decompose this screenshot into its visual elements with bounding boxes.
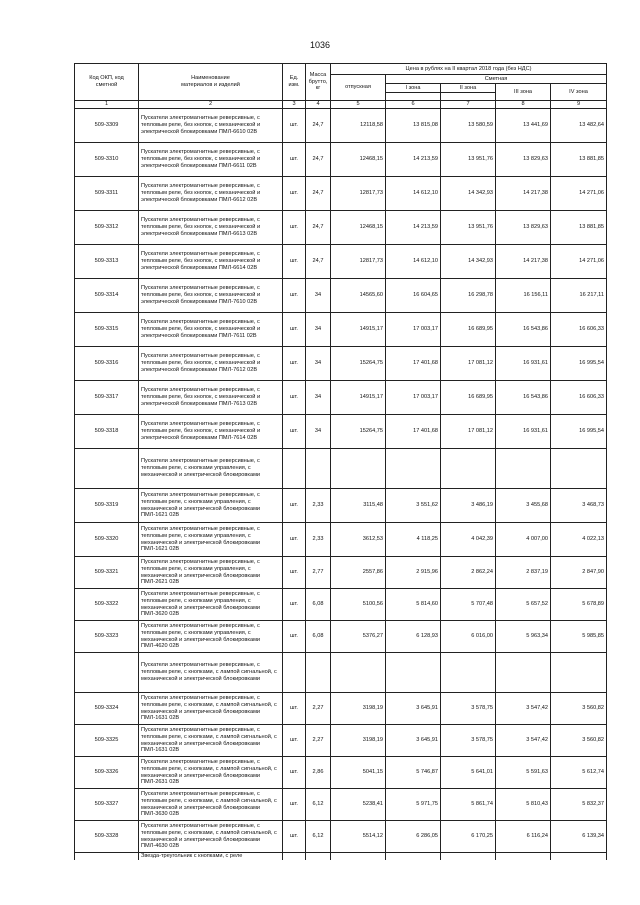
row-zone3-price: 3 547,42	[496, 725, 551, 757]
row-zone4-price: 16 995,54	[551, 347, 607, 381]
col-num: 9	[551, 101, 607, 109]
row-release-price: 12817,73	[331, 177, 386, 211]
row-zone1-price: 4 118,25	[386, 523, 441, 557]
footer-row	[75, 853, 607, 860]
row-zone1-price: 2 915,96	[386, 557, 441, 589]
row-code: 509-3324	[75, 693, 139, 725]
row-name: Пускатели электромагнитные реверсивные, с тепловым реле, без кнопок, с механической и электрической блокировками ПМЛ-6612 02В	[139, 177, 283, 211]
row-unit: шт.	[283, 523, 306, 557]
row-zone2-price	[441, 653, 496, 693]
row-code: 509-3315	[75, 313, 139, 347]
row-mass: 6,08	[306, 621, 331, 653]
row-zone3-price: 16 156,11	[496, 279, 551, 313]
row-unit: шт.	[283, 347, 306, 381]
row-name: Пускатели электромагнитные реверсивные, с тепловым реле, без кнопок, с механической и электрической блокировками ПМЛ-6613 02В	[139, 211, 283, 245]
row-release-price: 12468,15	[331, 143, 386, 177]
row-mass: 34	[306, 415, 331, 449]
table-row	[75, 279, 607, 313]
row-mass: 34	[306, 347, 331, 381]
row-name: Пускатели электромагнитные реверсивные, с тепловым реле, с кнопками, с лампой сигнальной, с механической и электрической блокировками ПМЛ-1631 02В	[139, 693, 283, 725]
row-zone4-price: 13 881,85	[551, 211, 607, 245]
row-release-price: 14565,60	[331, 279, 386, 313]
row-code: 509-3320	[75, 523, 139, 557]
row-code: 509-3328	[75, 821, 139, 853]
row-mass: 24,7	[306, 245, 331, 279]
row-zone1-price: 6 128,93	[386, 621, 441, 653]
row-name: Пускатели электромагнитные реверсивные, с тепловым реле, без кнопок, с механической и электрической блокировками ПМЛ-7610 02В	[139, 279, 283, 313]
row-zone4-price: 14 271,06	[551, 245, 607, 279]
row-mass: 34	[306, 279, 331, 313]
row-code	[75, 653, 139, 693]
row-release-price: 12118,58	[331, 109, 386, 143]
col-num: 7	[441, 101, 496, 109]
header-code: Код ОКП, код сметной	[75, 64, 139, 101]
header-name: Наименование материалов и изделий	[139, 64, 283, 101]
row-mass: 2,77	[306, 557, 331, 589]
row-mass: 34	[306, 381, 331, 415]
row-zone1-price: 5 814,60	[386, 589, 441, 621]
row-zone1-price: 3 645,91	[386, 693, 441, 725]
row-zone3-price: 3 455,68	[496, 489, 551, 523]
row-zone3-price: 16 931,61	[496, 347, 551, 381]
row-mass: 6,12	[306, 821, 331, 853]
row-mass: 24,7	[306, 177, 331, 211]
row-zone3-price	[496, 449, 551, 489]
row-unit: шт.	[283, 589, 306, 621]
table-row	[75, 589, 607, 621]
table-row	[75, 489, 607, 523]
row-zone4-price: 16 606,33	[551, 381, 607, 415]
row-zone1-price: 16 604,65	[386, 279, 441, 313]
row-zone3-price: 16 543,86	[496, 313, 551, 347]
row-code: 509-3318	[75, 415, 139, 449]
row-name: Пускатели электромагнитные реверсивные, с тепловым реле, без кнопок, с механической и электрической блокировками ПМЛ-6614 02В	[139, 245, 283, 279]
table-row	[75, 109, 607, 143]
col-num: 3	[283, 101, 306, 109]
row-zone1-price: 14 213,59	[386, 211, 441, 245]
table-row	[75, 653, 607, 693]
row-zone4-price: 5 985,85	[551, 621, 607, 653]
header-mass: Масса брутто, кг	[306, 64, 331, 101]
row-mass	[306, 653, 331, 693]
row-release-price: 5514,12	[331, 821, 386, 853]
row-mass: 34	[306, 313, 331, 347]
row-unit: шт.	[283, 757, 306, 789]
row-zone1-price: 14 612,10	[386, 245, 441, 279]
row-unit: шт.	[283, 693, 306, 725]
row-zone3-price: 5 963,34	[496, 621, 551, 653]
row-mass: 24,7	[306, 211, 331, 245]
table-row	[75, 523, 607, 557]
row-release-price: 5041,15	[331, 757, 386, 789]
table-row	[75, 693, 607, 725]
row-zone1-price: 13 815,08	[386, 109, 441, 143]
row-unit: шт.	[283, 211, 306, 245]
row-code: 509-3313	[75, 245, 139, 279]
row-unit	[283, 449, 306, 489]
row-release-price: 3612,53	[331, 523, 386, 557]
row-name: Пускатели электромагнитные реверсивные, с тепловым реле, с кнопками управления, с механической и электрической блокировками	[139, 449, 283, 489]
row-name: Пускатели электромагнитные реверсивные, с тепловым реле, без кнопок, с механической и электрической блокировками ПМЛ-7611 02В	[139, 313, 283, 347]
row-zone1-price: 5 971,75	[386, 789, 441, 821]
row-zone2-price: 13 580,59	[441, 109, 496, 143]
row-zone1-price: 3 645,91	[386, 725, 441, 757]
row-zone1-price: 17 401,68	[386, 415, 441, 449]
row-unit: шт.	[283, 725, 306, 757]
row-name: Пускатели электромагнитные реверсивные, с тепловым реле, без кнопок, с механической и электрической блокировками ПМЛ-7614 02В	[139, 415, 283, 449]
table-row	[75, 557, 607, 589]
row-zone3-price: 14 217,38	[496, 245, 551, 279]
row-zone4-price: 13 482,64	[551, 109, 607, 143]
row-code: 509-3314	[75, 279, 139, 313]
row-unit: шт.	[283, 621, 306, 653]
column-number-row	[75, 101, 607, 109]
row-zone4-price: 13 881,85	[551, 143, 607, 177]
row-unit: шт.	[283, 143, 306, 177]
row-unit: шт.	[283, 415, 306, 449]
row-zone1-price: 17 003,17	[386, 313, 441, 347]
table-row	[75, 143, 607, 177]
table-row	[75, 381, 607, 415]
row-release-price: 15264,75	[331, 347, 386, 381]
table-row	[75, 821, 607, 853]
row-unit: шт.	[283, 821, 306, 853]
row-mass: 2,27	[306, 725, 331, 757]
row-name: Пускатели электромагнитные реверсивные, с тепловым реле, с кнопками, с лампой сигнальной, с механической и электрической блокировками ПМЛ-3630 02В	[139, 789, 283, 821]
row-zone2-price	[441, 449, 496, 489]
row-zone2-price: 2 862,24	[441, 557, 496, 589]
row-zone3-price: 4 007,00	[496, 523, 551, 557]
row-zone3-price: 13 829,63	[496, 143, 551, 177]
row-zone2-price: 14 342,93	[441, 177, 496, 211]
row-zone4-price: 16 995,54	[551, 415, 607, 449]
row-zone2-price: 5 641,01	[441, 757, 496, 789]
row-name: Пускатели электромагнитные реверсивные, с тепловым реле, с кнопками управления, с механической и электрической блокировками ПМЛ-2621 02В	[139, 557, 283, 589]
row-zone1-price: 17 401,68	[386, 347, 441, 381]
header-estimate: Сметная	[386, 75, 607, 84]
row-mass: 6,12	[306, 789, 331, 821]
row-code: 509-3327	[75, 789, 139, 821]
row-zone2-price: 13 951,76	[441, 143, 496, 177]
table-row	[75, 725, 607, 757]
row-zone3-price: 6 116,24	[496, 821, 551, 853]
row-zone1-price	[386, 653, 441, 693]
row-name: Пускатели электромагнитные реверсивные, с тепловым реле, с кнопками, с лампой сигнальной, с механической и электрической блокировками ПМЛ-4630 02В	[139, 821, 283, 853]
header-price-title: Цена в рублях на II квартал 2018 года (без НДС)	[331, 64, 607, 75]
header-zone1: I зона	[386, 84, 441, 93]
row-release-price	[331, 449, 386, 489]
row-unit: шт.	[283, 789, 306, 821]
row-release-price: 2557,86	[331, 557, 386, 589]
row-zone4-price	[551, 449, 607, 489]
row-zone3-price: 13 829,63	[496, 211, 551, 245]
table-row	[75, 177, 607, 211]
row-zone1-price: 14 213,59	[386, 143, 441, 177]
row-zone4-price: 16 606,33	[551, 313, 607, 347]
row-mass: 2,33	[306, 523, 331, 557]
row-release-price	[331, 653, 386, 693]
row-code: 509-3309	[75, 109, 139, 143]
row-zone2-price: 5 707,48	[441, 589, 496, 621]
row-code: 509-3326	[75, 757, 139, 789]
row-zone1-price	[386, 449, 441, 489]
row-code: 509-3321	[75, 557, 139, 589]
row-zone3-price	[496, 653, 551, 693]
row-code: 509-3312	[75, 211, 139, 245]
table-body	[75, 109, 607, 853]
row-name: Пускатели электромагнитные реверсивные, с тепловым реле, с кнопками управления, с механической и электрической блокировками ПМЛ-1621 02В	[139, 489, 283, 523]
row-release-price: 3115,48	[331, 489, 386, 523]
row-zone2-price: 3 486,19	[441, 489, 496, 523]
row-name: Пускатели электромагнитные реверсивные, с тепловым реле, без кнопок, с механической и электрической блокировками ПМЛ-7612 02В	[139, 347, 283, 381]
row-mass: 2,86	[306, 757, 331, 789]
row-zone4-price: 16 217,11	[551, 279, 607, 313]
row-zone1-price: 17 003,17	[386, 381, 441, 415]
header-zone3: III зона	[496, 84, 551, 101]
row-unit: шт.	[283, 557, 306, 589]
row-unit: шт.	[283, 313, 306, 347]
table-row	[75, 347, 607, 381]
row-zone1-price: 14 612,10	[386, 177, 441, 211]
row-zone2-price: 17 081,12	[441, 347, 496, 381]
row-mass: 2,27	[306, 693, 331, 725]
row-zone3-price: 16 543,86	[496, 381, 551, 415]
row-zone2-price: 16 298,78	[441, 279, 496, 313]
row-code	[75, 449, 139, 489]
row-release-price: 3198,19	[331, 725, 386, 757]
row-unit: шт.	[283, 177, 306, 211]
row-zone1-price: 6 286,05	[386, 821, 441, 853]
header-unit: Ед. изм.	[283, 64, 306, 101]
row-zone3-price: 3 547,42	[496, 693, 551, 725]
row-code: 509-3316	[75, 347, 139, 381]
row-zone4-price: 4 022,13	[551, 523, 607, 557]
col-num: 1	[75, 101, 139, 109]
row-zone4-price: 3 468,73	[551, 489, 607, 523]
row-mass: 24,7	[306, 109, 331, 143]
table-row	[75, 245, 607, 279]
row-zone2-price: 6 016,00	[441, 621, 496, 653]
row-name: Пускатели электромагнитные реверсивные, с тепловым реле, без кнопок, с механической и электрической блокировками ПМЛ-6611 02В	[139, 143, 283, 177]
row-zone2-price: 4 042,39	[441, 523, 496, 557]
row-release-price: 5376,27	[331, 621, 386, 653]
row-zone4-price: 5 612,74	[551, 757, 607, 789]
row-mass	[306, 449, 331, 489]
price-table	[74, 63, 607, 860]
table-row	[75, 415, 607, 449]
row-zone2-price: 17 081,12	[441, 415, 496, 449]
row-zone4-price: 5 678,89	[551, 589, 607, 621]
col-num: 2	[139, 101, 283, 109]
row-zone3-price: 2 837,19	[496, 557, 551, 589]
table-row	[75, 621, 607, 653]
footer-row-name: Звезда-треугольник с кнопками, с реле	[139, 853, 283, 860]
header-zone2: II зона	[441, 84, 496, 93]
header-zone4: IV зона	[551, 84, 607, 101]
row-zone4-price: 6 139,34	[551, 821, 607, 853]
row-zone2-price: 16 689,95	[441, 381, 496, 415]
row-zone2-price: 5 861,74	[441, 789, 496, 821]
row-zone2-price: 3 578,75	[441, 693, 496, 725]
row-release-price: 15264,75	[331, 415, 386, 449]
row-unit: шт.	[283, 245, 306, 279]
row-release-price: 5238,41	[331, 789, 386, 821]
row-name: Пускатели электромагнитные реверсивные, с тепловым реле, с кнопками, с лампой сигнальной, с механической и электрической блокировками	[139, 653, 283, 693]
row-zone4-price: 2 847,90	[551, 557, 607, 589]
row-release-price: 3198,19	[331, 693, 386, 725]
row-code: 509-3317	[75, 381, 139, 415]
row-zone2-price: 3 578,75	[441, 725, 496, 757]
row-zone4-price: 3 560,82	[551, 725, 607, 757]
row-code: 509-3322	[75, 589, 139, 621]
row-release-price: 12468,15	[331, 211, 386, 245]
col-num: 8	[496, 101, 551, 109]
row-zone3-price: 5 591,63	[496, 757, 551, 789]
row-code: 509-3323	[75, 621, 139, 653]
row-name: Пускатели электромагнитные реверсивные, с тепловым реле, с кнопками, с лампой сигнальной, с механической и электрической блокировками ПМЛ-1631 02В	[139, 725, 283, 757]
row-zone1-price: 5 746,87	[386, 757, 441, 789]
row-name: Пускатели электромагнитные реверсивные, с тепловым реле, без кнопок, с механической и электрической блокировками ПМЛ-7613 02В	[139, 381, 283, 415]
col-num: 4	[306, 101, 331, 109]
row-unit: шт.	[283, 279, 306, 313]
row-zone2-price: 13 951,76	[441, 211, 496, 245]
row-release-price: 14915,17	[331, 313, 386, 347]
table-header	[75, 64, 607, 109]
row-zone4-price: 3 560,82	[551, 693, 607, 725]
row-name: Пускатели электромагнитные реверсивные, с тепловым реле, с кнопками управления, с механической и электрической блокировками ПМЛ-3620 02В	[139, 589, 283, 621]
row-zone3-price: 5 810,43	[496, 789, 551, 821]
row-name: Пускатели электромагнитные реверсивные, с тепловым реле, с кнопками, с лампой сигнальной, с механической и электрической блокировками ПМЛ-2631 02В	[139, 757, 283, 789]
table-row	[75, 211, 607, 245]
header-release: отпускная	[331, 75, 386, 101]
row-zone3-price: 13 441,69	[496, 109, 551, 143]
row-release-price: 5100,56	[331, 589, 386, 621]
row-zone3-price: 16 931,61	[496, 415, 551, 449]
table-row	[75, 313, 607, 347]
page-number: 1036	[309, 40, 331, 50]
row-zone3-price: 5 657,52	[496, 589, 551, 621]
row-name: Пускатели электромагнитные реверсивные, с тепловым реле, без кнопок, с механической и электрической блокировками ПМЛ-6610 02В	[139, 109, 283, 143]
table-row	[75, 757, 607, 789]
row-unit: шт.	[283, 489, 306, 523]
row-zone4-price: 14 271,06	[551, 177, 607, 211]
row-zone4-price	[551, 653, 607, 693]
col-num: 6	[386, 101, 441, 109]
row-mass: 6,08	[306, 589, 331, 621]
row-release-price: 12817,73	[331, 245, 386, 279]
row-unit: шт.	[283, 109, 306, 143]
row-mass: 24,7	[306, 143, 331, 177]
row-code: 509-3319	[75, 489, 139, 523]
row-mass: 2,33	[306, 489, 331, 523]
row-zone1-price: 3 551,62	[386, 489, 441, 523]
row-unit: шт.	[283, 381, 306, 415]
row-name: Пускатели электромагнитные реверсивные, с тепловым реле, с кнопками управления, с механической и электрической блокировками ПМЛ-1621 02В	[139, 523, 283, 557]
row-zone2-price: 14 342,93	[441, 245, 496, 279]
table-row	[75, 449, 607, 489]
row-unit	[283, 653, 306, 693]
row-zone2-price: 6 170,25	[441, 821, 496, 853]
row-release-price: 14915,17	[331, 381, 386, 415]
row-zone3-price: 14 217,38	[496, 177, 551, 211]
row-zone4-price: 5 832,37	[551, 789, 607, 821]
row-code: 509-3325	[75, 725, 139, 757]
row-name: Пускатели электромагнитные реверсивные, с тепловым реле, с кнопками управления, с механической и электрической блокировками ПМЛ-4620 02В	[139, 621, 283, 653]
row-zone2-price: 16 689,95	[441, 313, 496, 347]
row-code: 509-3311	[75, 177, 139, 211]
table-row	[75, 789, 607, 821]
row-code: 509-3310	[75, 143, 139, 177]
col-num: 5	[331, 101, 386, 109]
